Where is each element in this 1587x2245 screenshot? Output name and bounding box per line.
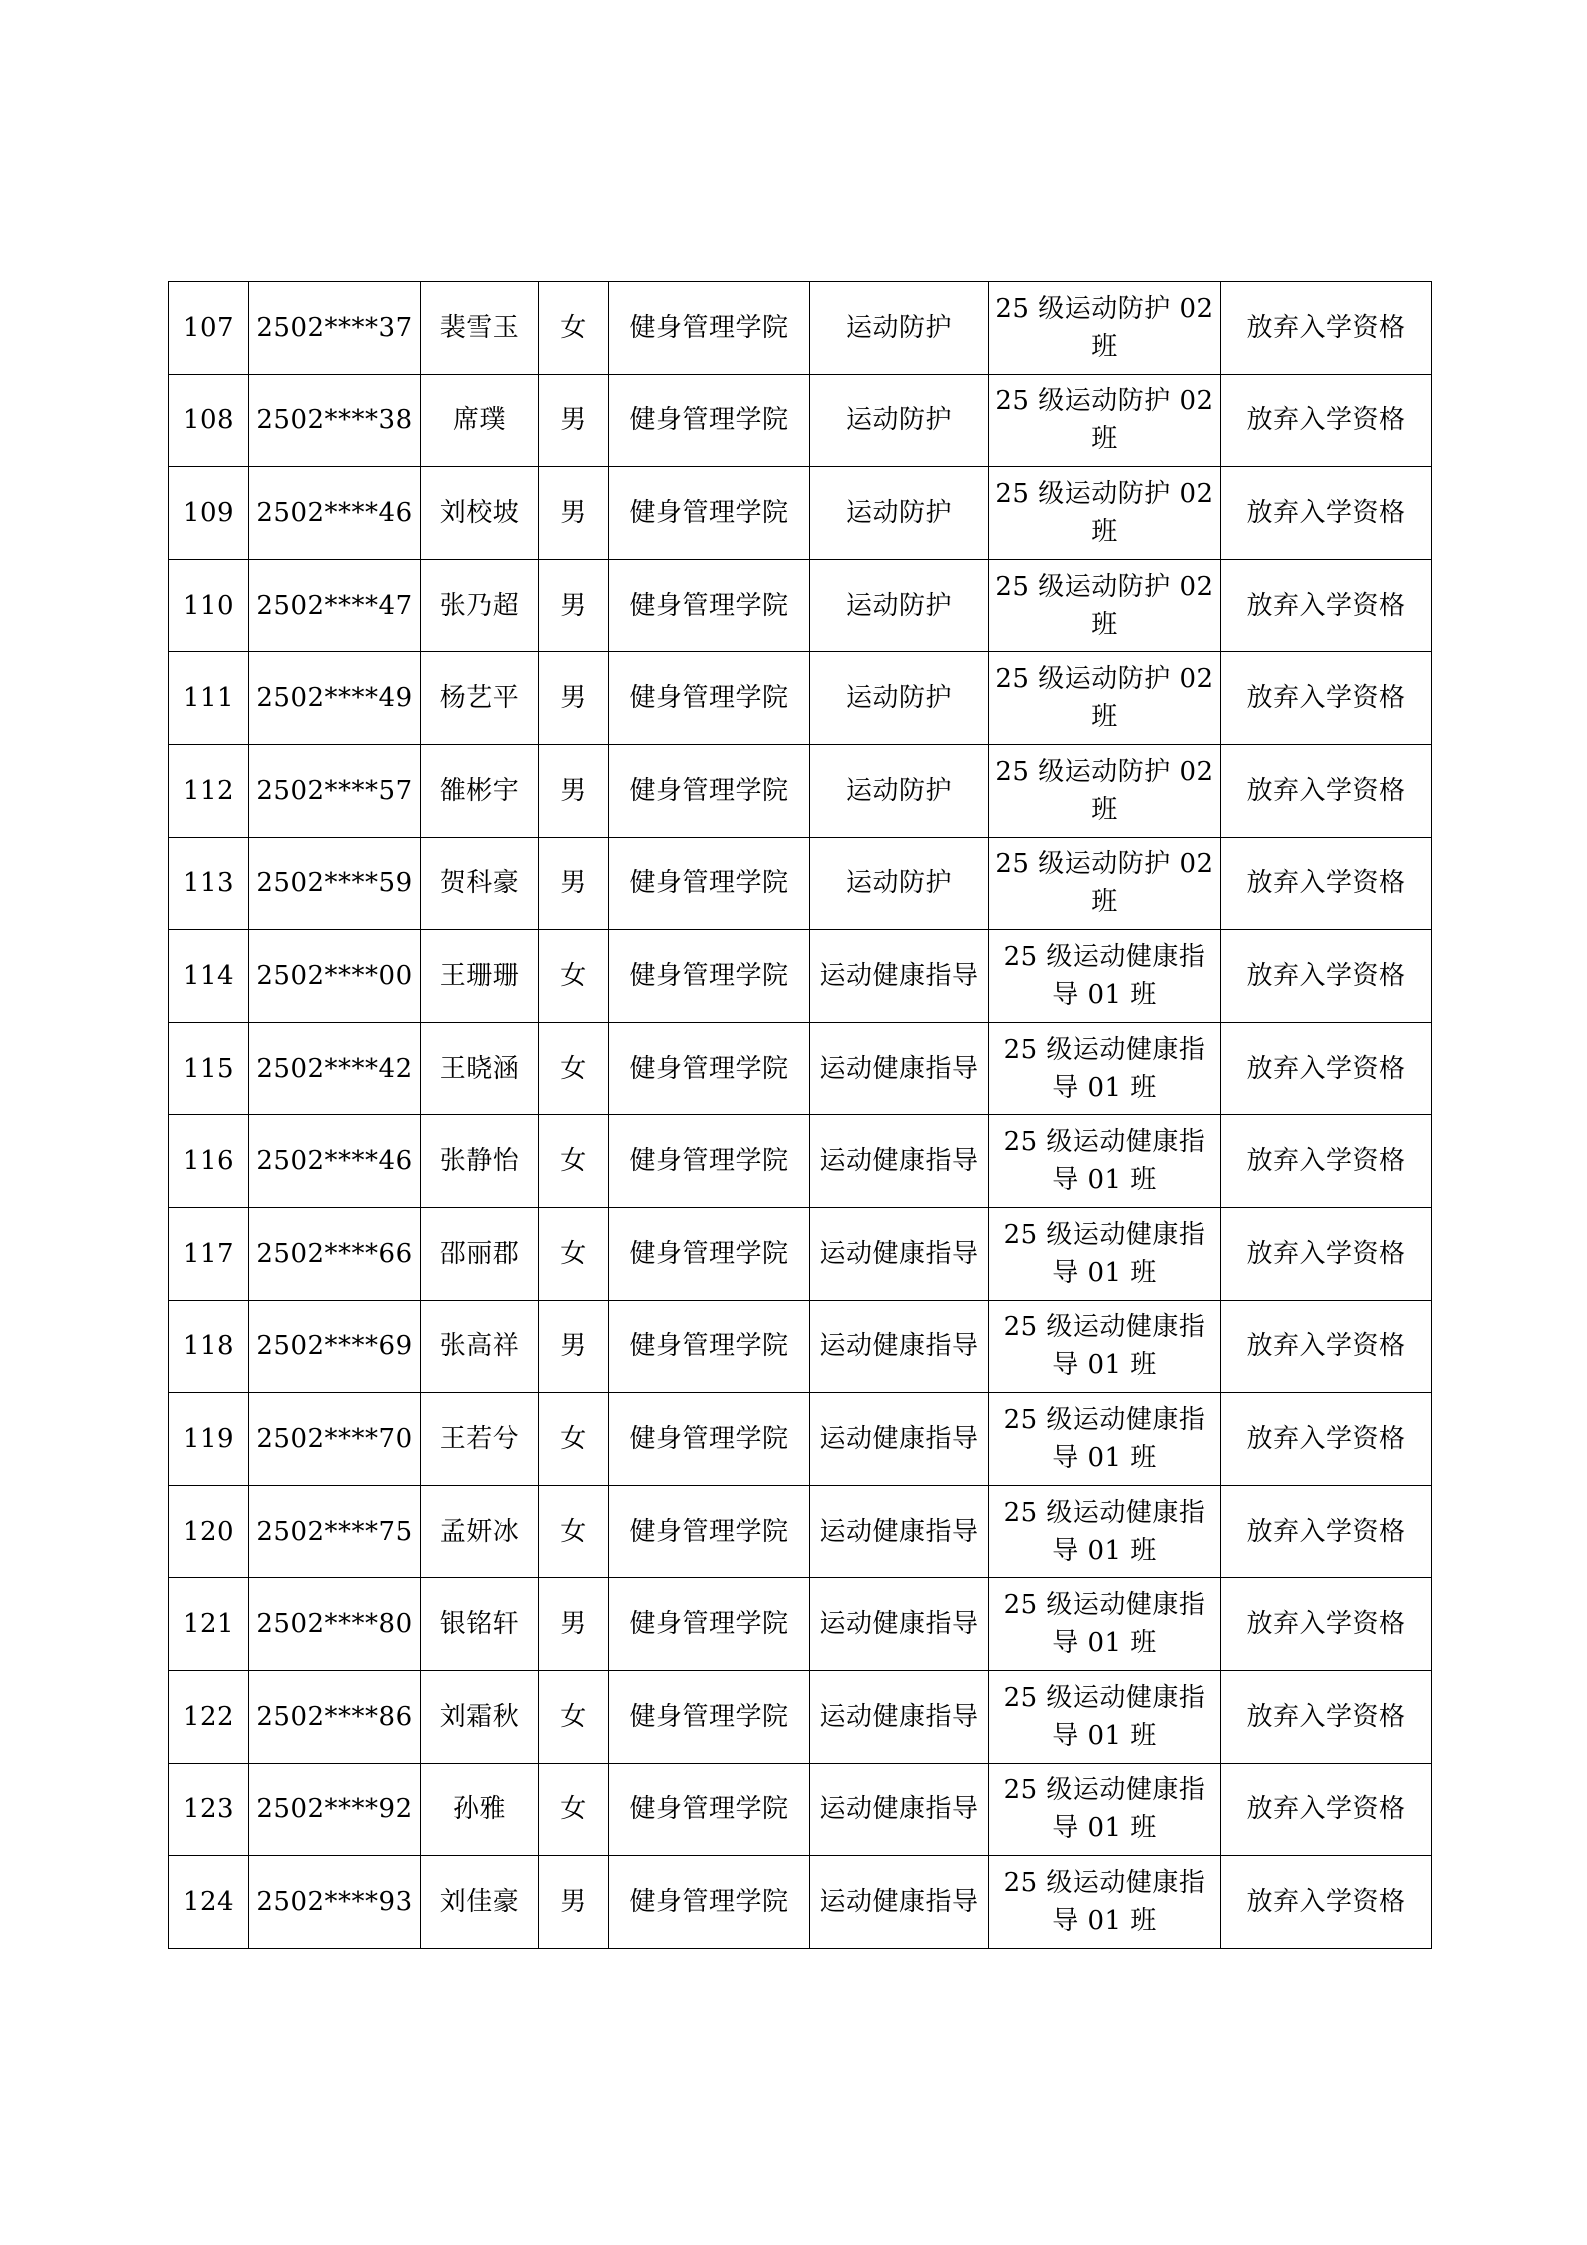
cell-gender: 女 xyxy=(539,1115,609,1208)
table-row xyxy=(169,1763,1432,1856)
cell-student-name: 张乃超 xyxy=(421,559,539,652)
cell-status: 放弃入学资格 xyxy=(1221,652,1432,745)
cell-status: 放弃入学资格 xyxy=(1221,282,1432,375)
cell-student-name: 孙雅 xyxy=(421,1763,539,1856)
cell-student-name: 刘霜秋 xyxy=(421,1670,539,1763)
cell-status: 放弃入学资格 xyxy=(1221,930,1432,1023)
cell-gender: 女 xyxy=(539,930,609,1023)
table-row xyxy=(169,837,1432,930)
cell-serial-number: 110 xyxy=(169,559,249,652)
cell-class: 25 级运动防护 02 班 xyxy=(989,652,1221,745)
cell-class: 25 级运动健康指导 01 班 xyxy=(989,1485,1221,1578)
cell-status: 放弃入学资格 xyxy=(1221,1115,1432,1208)
cell-major: 运动健康指导 xyxy=(810,1115,989,1208)
cell-class: 25 级运动防护 02 班 xyxy=(989,374,1221,467)
cell-college: 健身管理学院 xyxy=(609,1670,810,1763)
cell-serial-number: 111 xyxy=(169,652,249,745)
cell-class: 25 级运动防护 02 班 xyxy=(989,282,1221,375)
cell-major: 运动防护 xyxy=(810,837,989,930)
cell-student-id: 2502****46 xyxy=(249,467,421,560)
cell-major: 运动健康指导 xyxy=(810,1393,989,1486)
cell-major: 运动健康指导 xyxy=(810,1022,989,1115)
cell-serial-number: 113 xyxy=(169,837,249,930)
cell-major: 运动健康指导 xyxy=(810,1485,989,1578)
cell-student-id: 2502****38 xyxy=(249,374,421,467)
table-body xyxy=(169,282,1432,1949)
cell-major: 运动健康指导 xyxy=(810,1763,989,1856)
cell-gender: 男 xyxy=(539,652,609,745)
cell-college: 健身管理学院 xyxy=(609,744,810,837)
cell-serial-number: 119 xyxy=(169,1393,249,1486)
cell-major: 运动防护 xyxy=(810,374,989,467)
cell-college: 健身管理学院 xyxy=(609,1300,810,1393)
cell-status: 放弃入学资格 xyxy=(1221,744,1432,837)
cell-major: 运动防护 xyxy=(810,467,989,560)
cell-class: 25 级运动健康指导 01 班 xyxy=(989,1670,1221,1763)
cell-gender: 男 xyxy=(539,559,609,652)
cell-serial-number: 118 xyxy=(169,1300,249,1393)
cell-college: 健身管理学院 xyxy=(609,559,810,652)
cell-college: 健身管理学院 xyxy=(609,1578,810,1671)
cell-gender: 男 xyxy=(539,837,609,930)
cell-status: 放弃入学资格 xyxy=(1221,837,1432,930)
cell-college: 健身管理学院 xyxy=(609,930,810,1023)
cell-student-name: 王珊珊 xyxy=(421,930,539,1023)
cell-major: 运动健康指导 xyxy=(810,1856,989,1949)
cell-status: 放弃入学资格 xyxy=(1221,1763,1432,1856)
cell-serial-number: 114 xyxy=(169,930,249,1023)
cell-status: 放弃入学资格 xyxy=(1221,559,1432,652)
cell-college: 健身管理学院 xyxy=(609,1856,810,1949)
cell-serial-number: 116 xyxy=(169,1115,249,1208)
cell-student-id: 2502****42 xyxy=(249,1022,421,1115)
cell-student-name: 裴雪玉 xyxy=(421,282,539,375)
cell-college: 健身管理学院 xyxy=(609,1022,810,1115)
table-row xyxy=(169,930,1432,1023)
cell-college: 健身管理学院 xyxy=(609,1207,810,1300)
cell-serial-number: 109 xyxy=(169,467,249,560)
student-records-table xyxy=(168,281,1432,1949)
cell-status: 放弃入学资格 xyxy=(1221,1578,1432,1671)
cell-gender: 男 xyxy=(539,374,609,467)
table-row xyxy=(169,1022,1432,1115)
cell-student-id: 2502****57 xyxy=(249,744,421,837)
cell-class: 25 级运动防护 02 班 xyxy=(989,744,1221,837)
cell-gender: 女 xyxy=(539,282,609,375)
cell-status: 放弃入学资格 xyxy=(1221,1393,1432,1486)
cell-student-name: 贺科豪 xyxy=(421,837,539,930)
table-row xyxy=(169,744,1432,837)
table-row xyxy=(169,1115,1432,1208)
table-row xyxy=(169,1670,1432,1763)
cell-student-id: 2502****00 xyxy=(249,930,421,1023)
cell-student-name: 杨艺平 xyxy=(421,652,539,745)
table-row xyxy=(169,467,1432,560)
cell-college: 健身管理学院 xyxy=(609,1485,810,1578)
table-row xyxy=(169,1207,1432,1300)
cell-college: 健身管理学院 xyxy=(609,1393,810,1486)
cell-class: 25 级运动健康指导 01 班 xyxy=(989,930,1221,1023)
cell-student-name: 张静怡 xyxy=(421,1115,539,1208)
cell-gender: 女 xyxy=(539,1207,609,1300)
cell-major: 运动健康指导 xyxy=(810,1670,989,1763)
cell-major: 运动健康指导 xyxy=(810,930,989,1023)
cell-status: 放弃入学资格 xyxy=(1221,1300,1432,1393)
cell-student-id: 2502****46 xyxy=(249,1115,421,1208)
cell-student-name: 王晓涵 xyxy=(421,1022,539,1115)
cell-student-id: 2502****49 xyxy=(249,652,421,745)
cell-student-name: 邵丽郡 xyxy=(421,1207,539,1300)
cell-college: 健身管理学院 xyxy=(609,282,810,375)
cell-status: 放弃入学资格 xyxy=(1221,1207,1432,1300)
cell-college: 健身管理学院 xyxy=(609,652,810,745)
cell-student-id: 2502****93 xyxy=(249,1856,421,1949)
table-row xyxy=(169,1578,1432,1671)
cell-college: 健身管理学院 xyxy=(609,1763,810,1856)
cell-gender: 男 xyxy=(539,1300,609,1393)
cell-major: 运动防护 xyxy=(810,744,989,837)
cell-class: 25 级运动健康指导 01 班 xyxy=(989,1393,1221,1486)
cell-status: 放弃入学资格 xyxy=(1221,374,1432,467)
cell-class: 25 级运动防护 02 班 xyxy=(989,467,1221,560)
cell-student-id: 2502****75 xyxy=(249,1485,421,1578)
cell-gender: 男 xyxy=(539,1856,609,1949)
cell-serial-number: 120 xyxy=(169,1485,249,1578)
cell-serial-number: 123 xyxy=(169,1763,249,1856)
cell-gender: 男 xyxy=(539,467,609,560)
cell-student-name: 刘佳豪 xyxy=(421,1856,539,1949)
cell-gender: 男 xyxy=(539,1578,609,1671)
cell-student-id: 2502****86 xyxy=(249,1670,421,1763)
cell-class: 25 级运动健康指导 01 班 xyxy=(989,1763,1221,1856)
cell-serial-number: 108 xyxy=(169,374,249,467)
table-row xyxy=(169,1300,1432,1393)
cell-serial-number: 115 xyxy=(169,1022,249,1115)
table-row xyxy=(169,652,1432,745)
cell-status: 放弃入学资格 xyxy=(1221,467,1432,560)
cell-student-id: 2502****69 xyxy=(249,1300,421,1393)
table-row xyxy=(169,1393,1432,1486)
cell-student-id: 2502****92 xyxy=(249,1763,421,1856)
cell-serial-number: 117 xyxy=(169,1207,249,1300)
cell-major: 运动健康指导 xyxy=(810,1300,989,1393)
cell-class: 25 级运动健康指导 01 班 xyxy=(989,1300,1221,1393)
cell-college: 健身管理学院 xyxy=(609,374,810,467)
cell-status: 放弃入学资格 xyxy=(1221,1856,1432,1949)
cell-gender: 女 xyxy=(539,1485,609,1578)
cell-gender: 男 xyxy=(539,744,609,837)
cell-class: 25 级运动防护 02 班 xyxy=(989,559,1221,652)
cell-major: 运动健康指导 xyxy=(810,1207,989,1300)
cell-college: 健身管理学院 xyxy=(609,837,810,930)
cell-student-name: 孟妍冰 xyxy=(421,1485,539,1578)
cell-status: 放弃入学资格 xyxy=(1221,1670,1432,1763)
cell-college: 健身管理学院 xyxy=(609,1115,810,1208)
cell-serial-number: 112 xyxy=(169,744,249,837)
cell-serial-number: 124 xyxy=(169,1856,249,1949)
cell-serial-number: 121 xyxy=(169,1578,249,1671)
table-row xyxy=(169,559,1432,652)
cell-student-name: 张高祥 xyxy=(421,1300,539,1393)
table-row xyxy=(169,374,1432,467)
cell-major: 运动健康指导 xyxy=(810,1578,989,1671)
cell-gender: 女 xyxy=(539,1393,609,1486)
cell-student-name: 雒彬宇 xyxy=(421,744,539,837)
table-row xyxy=(169,1856,1432,1949)
cell-college: 健身管理学院 xyxy=(609,467,810,560)
cell-gender: 女 xyxy=(539,1670,609,1763)
cell-student-id: 2502****47 xyxy=(249,559,421,652)
cell-student-name: 刘校坡 xyxy=(421,467,539,560)
cell-class: 25 级运动健康指导 01 班 xyxy=(989,1207,1221,1300)
cell-class: 25 级运动健康指导 01 班 xyxy=(989,1022,1221,1115)
cell-student-id: 2502****37 xyxy=(249,282,421,375)
table-row xyxy=(169,282,1432,375)
cell-student-id: 2502****70 xyxy=(249,1393,421,1486)
cell-class: 25 级运动健康指导 01 班 xyxy=(989,1578,1221,1671)
cell-major: 运动防护 xyxy=(810,282,989,375)
cell-gender: 女 xyxy=(539,1022,609,1115)
cell-student-name: 席璞 xyxy=(421,374,539,467)
cell-student-name: 银铭轩 xyxy=(421,1578,539,1671)
cell-gender: 女 xyxy=(539,1763,609,1856)
cell-student-id: 2502****80 xyxy=(249,1578,421,1671)
cell-serial-number: 122 xyxy=(169,1670,249,1763)
cell-class: 25 级运动健康指导 01 班 xyxy=(989,1856,1221,1949)
cell-class: 25 级运动防护 02 班 xyxy=(989,837,1221,930)
table-row xyxy=(169,1485,1432,1578)
cell-major: 运动防护 xyxy=(810,652,989,745)
cell-status: 放弃入学资格 xyxy=(1221,1485,1432,1578)
cell-student-id: 2502****59 xyxy=(249,837,421,930)
cell-serial-number: 107 xyxy=(169,282,249,375)
cell-student-name: 王若兮 xyxy=(421,1393,539,1486)
cell-major: 运动防护 xyxy=(810,559,989,652)
cell-student-id: 2502****66 xyxy=(249,1207,421,1300)
cell-status: 放弃入学资格 xyxy=(1221,1022,1432,1115)
cell-class: 25 级运动健康指导 01 班 xyxy=(989,1115,1221,1208)
